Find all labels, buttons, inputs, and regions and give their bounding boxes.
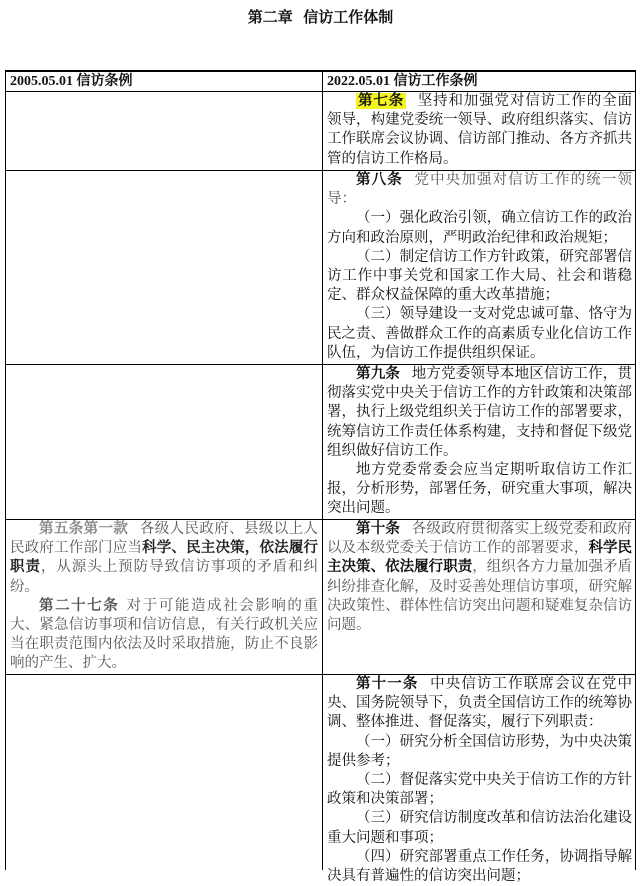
article-item: （一）强化政治引领，确立信访工作的政治方向和政治原则，严明政治纪律和政治规矩；	[327, 210, 632, 246]
article-item: （三）研究信访制度改革和信访法治化建设重大问题和事项；	[327, 810, 632, 846]
article-label: 第五条第一款	[39, 521, 129, 537]
new-regulation-cell	[323, 92, 635, 170]
old-regulation-cell	[6, 365, 323, 519]
comparison-table	[5, 70, 636, 885]
article-text: 对于可能造成社会影响的重大、紧急信访事项和信访信息，有关行政机关应当在职责范围内依法及时采取措施，防止不良影响的产生、扩大。	[10, 597, 318, 672]
article-paragraph	[327, 365, 632, 461]
article-text: 地方党委领导本地区信访工作，贯彻落实党中央关于信访工作的方针政策和决策部署，执行上级党组织关于信访工作的部署要求，统筹信访工作责任体系构建，支持和督促下级党组织做好信访工作。	[327, 366, 633, 459]
article-paragraph	[10, 597, 318, 674]
article-label: 第十条	[356, 521, 401, 537]
table-header-row	[6, 72, 635, 92]
new-regulation-cell	[323, 365, 635, 519]
article-label: 第八条	[356, 172, 403, 188]
table-row	[6, 675, 635, 885]
header-new-regulation: 2022.05.01 信访工作条例	[327, 74, 478, 89]
article-paragraph	[327, 92, 632, 169]
article-text: 各级政府贯彻落实上级党委和政府以及本级党委关于信访工作的部署要求，	[327, 521, 633, 557]
article-label: 第二十七条	[39, 597, 120, 614]
article-text: 中央信访工作联席会议在党中央、国务院领导下，负责全国信访工作的统筹协调、整体推进、督促落实，履行下列职责：	[327, 676, 633, 731]
new-regulation-cell	[323, 520, 635, 674]
article-text: ，组织各方力量加强矛盾纠纷排查化解，及时妥善处理信访事项，研究解决政策性、群体性信访突出问题和疑难复杂信访问题。	[327, 559, 632, 634]
article-item: （二）督促落实党中央关于信访工作的方针政策和决策部署；	[327, 772, 632, 808]
emphasis-text: 科学民主决策、依法履行职责	[327, 540, 633, 576]
old-regulation-cell	[6, 520, 323, 674]
header-old-regulation: 2005.05.01 信访条例	[6, 72, 323, 91]
table-row	[6, 520, 635, 675]
article-item: （四）研究部署重点工作任务，协调指导解决具有普遍性的信访突出问题；	[327, 848, 632, 885]
article-text: ，从源头上预防导致信访事项的矛盾和纠纷。	[10, 559, 319, 595]
article-paragraph	[10, 520, 318, 597]
old-regulation-cell	[6, 675, 323, 870]
article-paragraph: 地方党委常委会应当定期听取信访工作汇报，分析形势，部署任务，研究重大事项，解决突出问题。	[327, 462, 632, 517]
article-label: 第七条	[358, 93, 405, 109]
table-row	[6, 171, 635, 365]
article-text: 各级人民政府、县级以上人民政府工作部门应当	[10, 521, 319, 557]
article-label: 第十一条	[356, 676, 419, 692]
article-item: （二）制定信访工作方针政策，研究部署信访工作中事关党和国家工作大局、社会和谐稳定、群众权益保障的重大改革措施；	[327, 248, 632, 304]
old-regulation-cell	[6, 92, 323, 170]
table-row	[6, 365, 635, 520]
old-regulation-cell	[6, 171, 323, 364]
new-regulation-cell	[323, 675, 635, 885]
article-text: 党中央加强对信访工作的统一领导：	[327, 172, 633, 208]
article-text: 坚持和加强党对信访工作的全面领导，构建党委统一领导、政府组织落实、信访工作联席会议协调、信访部门推动、各方齐抓共管的信访工作格局。	[327, 93, 633, 167]
chapter-title: 第二章 信访工作体制	[247, 8, 394, 26]
table-row	[6, 92, 635, 171]
article-label: 第九条	[356, 366, 401, 382]
article-paragraph	[327, 520, 632, 635]
article-paragraph	[327, 675, 632, 733]
article-item: （一）研究分析全国信访形势，为中央决策提供参考；	[327, 733, 632, 769]
article-item: （三）领导建设一支对党忠诚可靠、恪守为民之责、善做群众工作的高素质专业化信访工作队伍，为信访工作提供组织保证。	[327, 306, 632, 361]
article-paragraph	[327, 171, 632, 209]
emphasis-text: 科学、民主决策，依法履行职责	[10, 540, 319, 576]
new-regulation-cell	[323, 171, 635, 364]
